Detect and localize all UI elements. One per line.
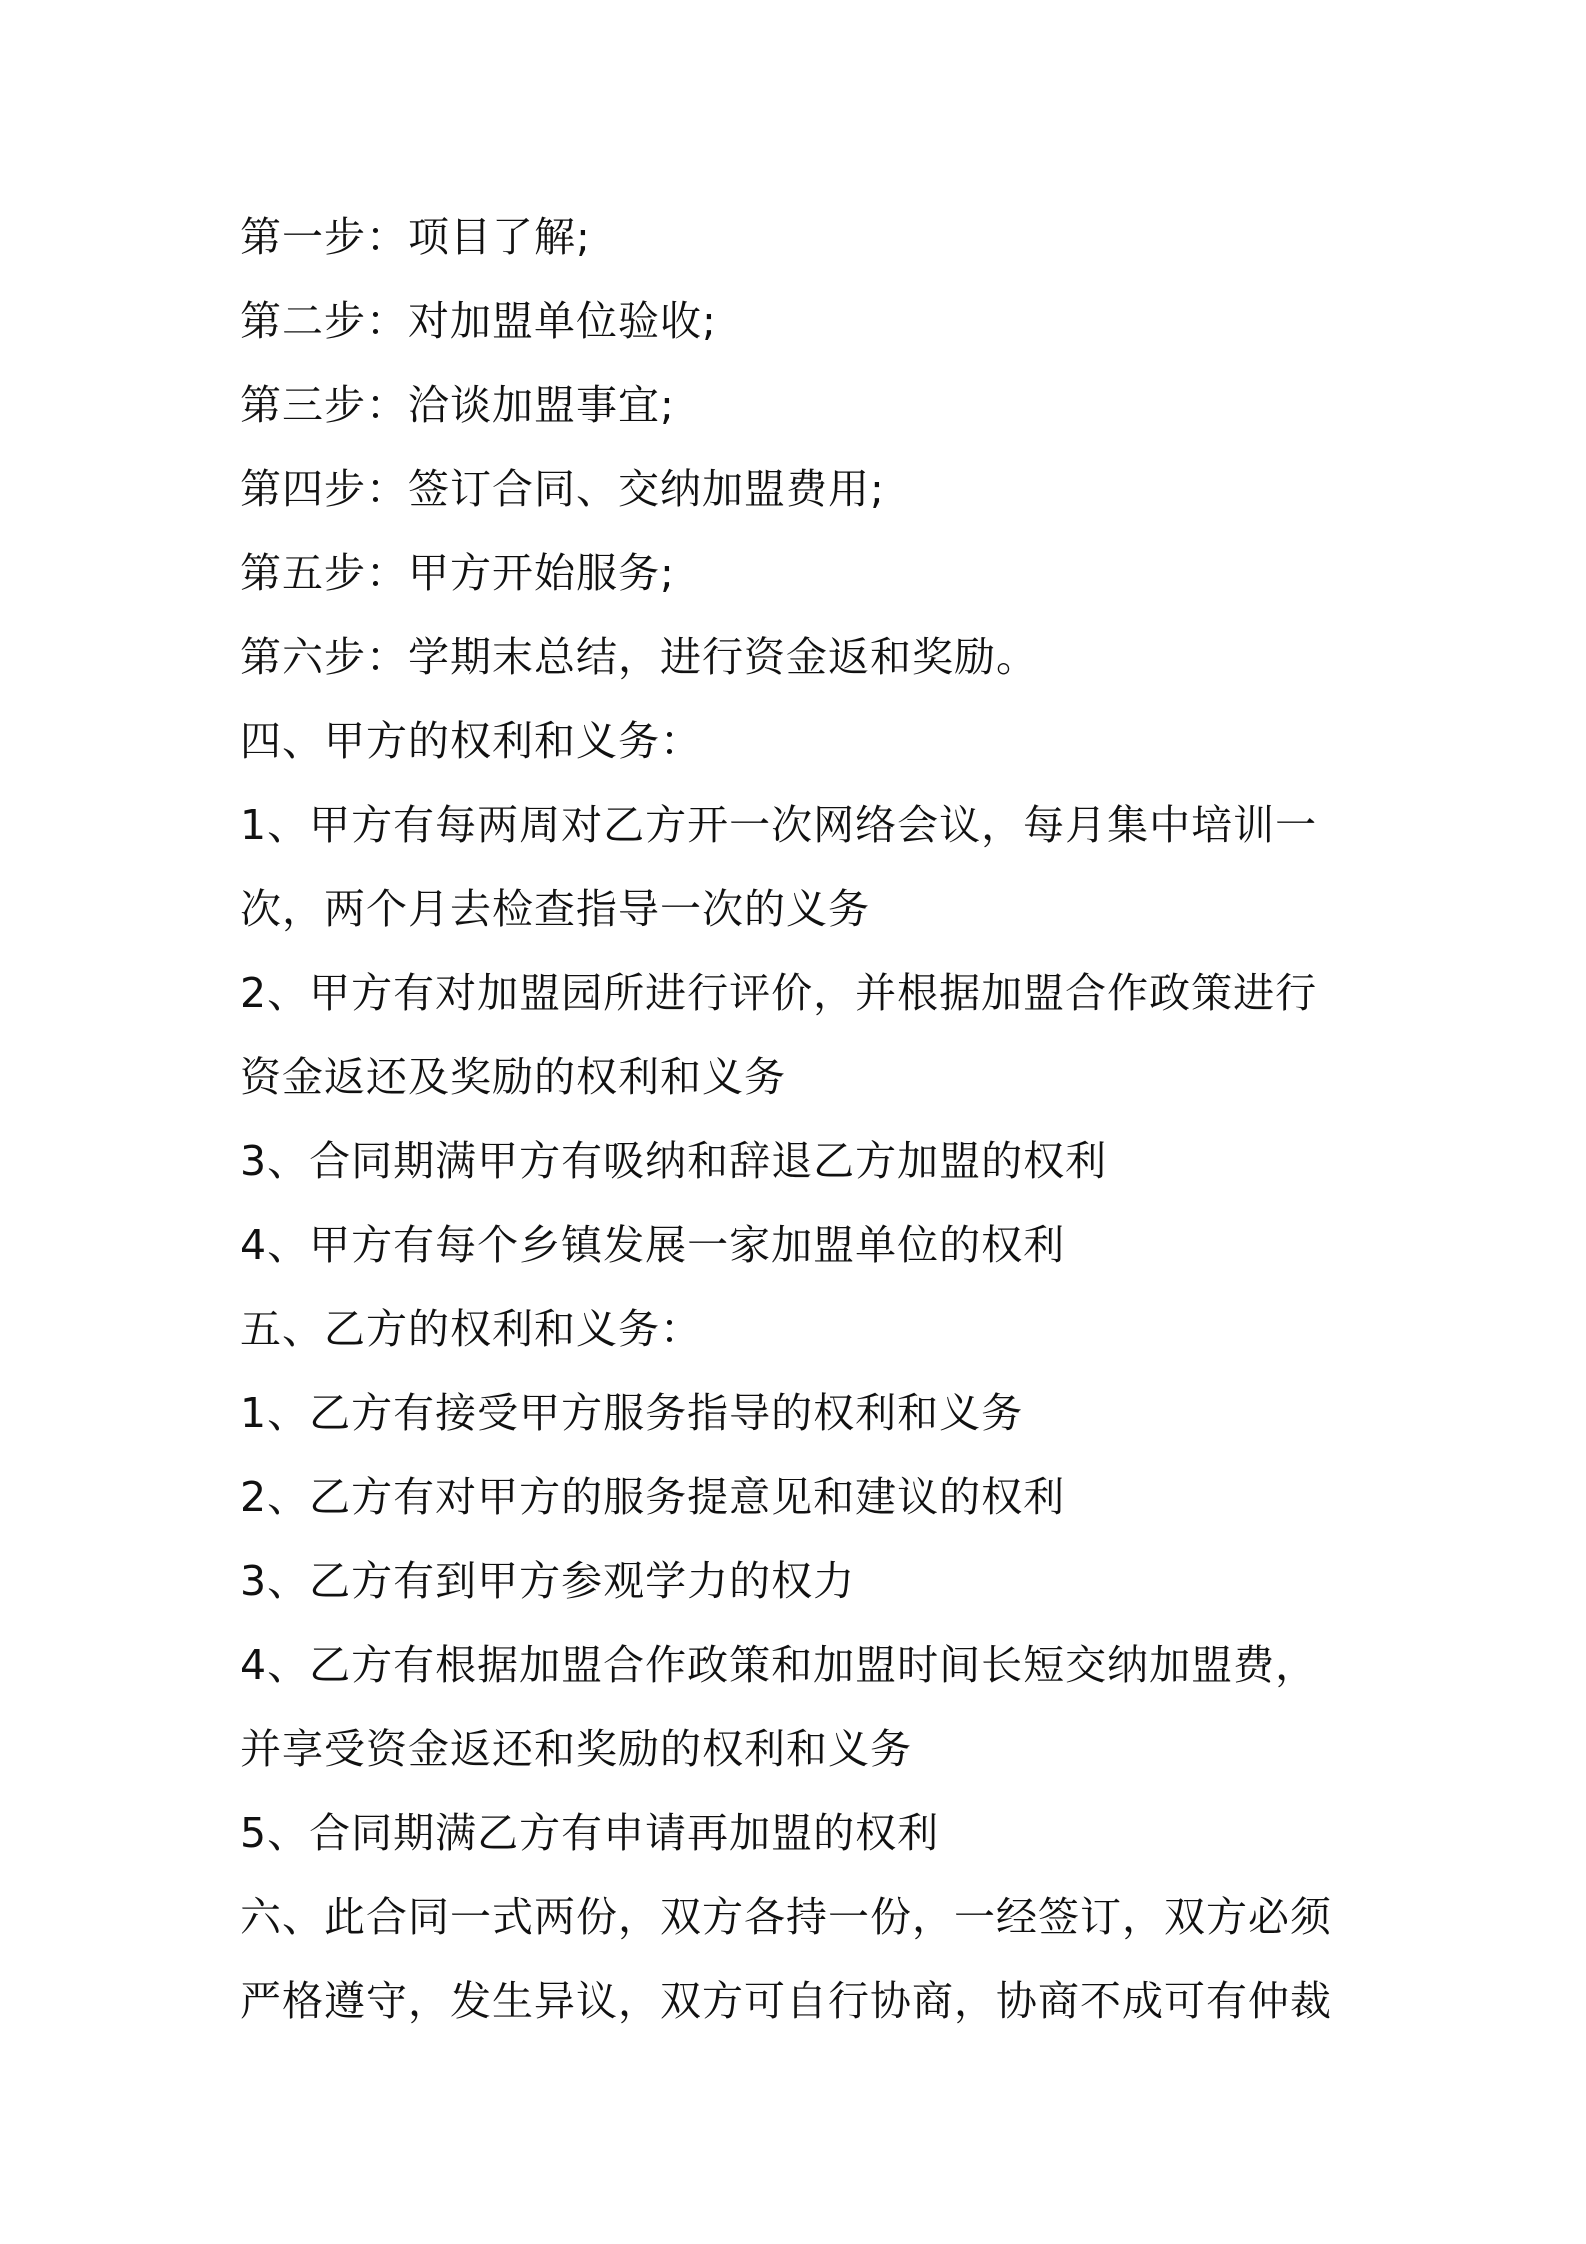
party-b-item-3: 3、乙方有到甲方参观学力的权力 xyxy=(240,1557,856,1605)
document-body xyxy=(240,195,1360,2043)
step-1-line: 第一步：项目了解; xyxy=(240,213,591,261)
party-b-item-4-line-1: 4、乙方有根据加盟合作政策和加盟时间长短交纳加盟费， xyxy=(240,1641,1318,1689)
party-a-item-1-line-2: 次，两个月去检查指导一次的义务 xyxy=(240,885,870,933)
step-3-line: 第三步：洽谈加盟事宜; xyxy=(240,381,675,429)
party-a-item-2-line-2: 资金返还及奖励的权利和义务 xyxy=(240,1053,786,1101)
step-6-line: 第六步：学期末总结，进行资金返和奖励。 xyxy=(240,633,1038,681)
party-b-item-5: 5、合同期满乙方有申请再加盟的权利 xyxy=(240,1809,940,1857)
step-2-line: 第二步：对加盟单位验收; xyxy=(240,297,717,345)
party-b-item-1: 1、乙方有接受甲方服务指导的权利和义务 xyxy=(240,1389,1024,1437)
party-b-item-2: 2、乙方有对甲方的服务提意见和建议的权利 xyxy=(240,1473,1066,1521)
section-5-heading: 五、乙方的权利和义务： xyxy=(240,1305,702,1353)
step-4-line: 第四步：签订合同、交纳加盟费用; xyxy=(240,465,885,513)
party-a-item-4: 4、甲方有每个乡镇发展一家加盟单位的权利 xyxy=(240,1221,1066,1269)
party-b-item-4-line-2: 并享受资金返还和奖励的权利和义务 xyxy=(240,1725,912,1773)
section-6-line-2: 严格遵守，发生异议，双方可自行协商，协商不成可有仲裁 xyxy=(240,1977,1332,2025)
section-6-line-1: 六、此合同一式两份，双方各持一份，一经签订，双方必须 xyxy=(240,1893,1332,1941)
section-4-heading: 四、甲方的权利和义务： xyxy=(240,717,702,765)
party-a-item-2-line-1: 2、甲方有对加盟园所进行评价，并根据加盟合作政策进行 xyxy=(240,969,1318,1017)
party-a-item-3: 3、合同期满甲方有吸纳和辞退乙方加盟的权利 xyxy=(240,1137,1108,1185)
party-a-item-1-line-1: 1、甲方有每两周对乙方开一次网络会议，每月集中培训一 xyxy=(240,801,1318,849)
step-5-line: 第五步：甲方开始服务; xyxy=(240,549,675,597)
